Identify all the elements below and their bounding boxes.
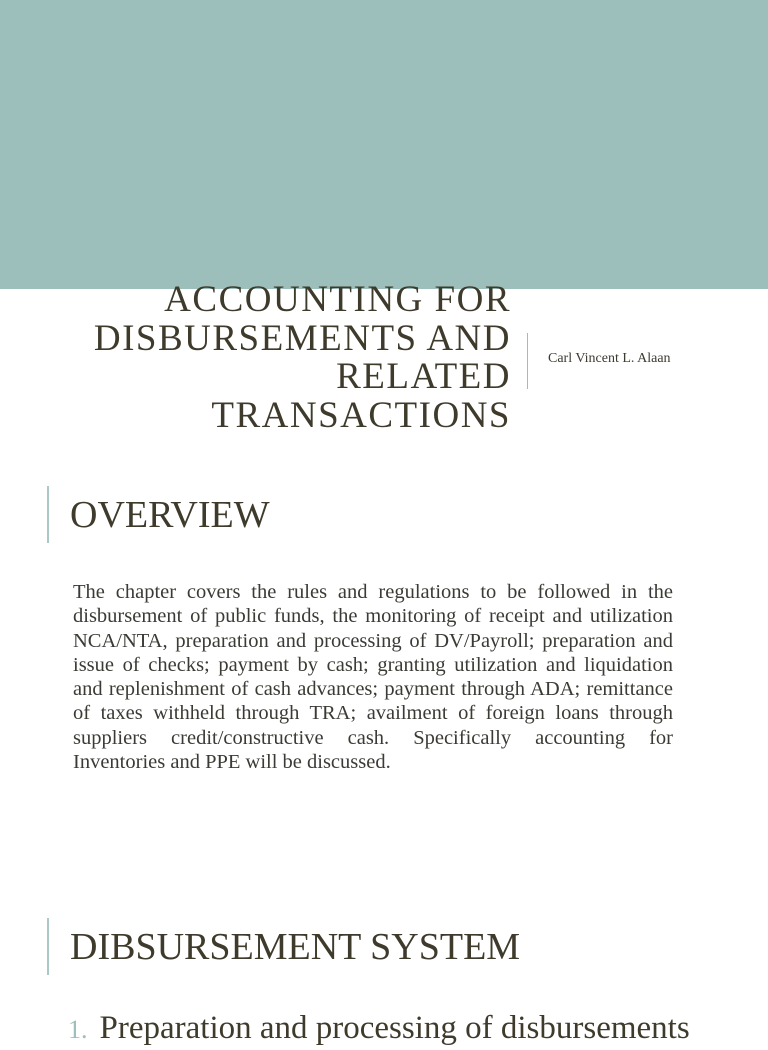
list-item-text: Preparation and processing of disbursements xyxy=(99,1010,690,1046)
list-item-number: 1. xyxy=(68,1015,88,1044)
overview-body: The chapter covers the rules and regulations to be followed in the disbursement of public funds, the monitoring of receipt and utilization NCA/NTA, preparation and processing of DV/Payroll; preparation and issue of checks; payment by cash; granting utilization and liquidation and replenishment of cash advances; payment through ADA; remittance of taxes withheld through TRA; availment of foreign loans through suppliers credit/constructive cash. Specifically accounting for Inventories and PPE will be discussed. xyxy=(73,581,673,774)
title-band xyxy=(0,0,768,289)
system-heading: DIBSURSEMENT SYSTEM xyxy=(70,926,521,968)
system-accent-bar xyxy=(47,918,49,975)
presentation-title: ACCOUNTING FOR DISBURSEMENTS AND RELATED TRANSACTIONS xyxy=(93,279,511,436)
author-name: Carl Vincent L. Alaan xyxy=(548,351,671,366)
title-divider xyxy=(527,333,528,389)
overview-accent-bar xyxy=(47,486,49,543)
overview-heading: OVERVIEW xyxy=(70,494,270,536)
list-item xyxy=(68,1008,690,1050)
